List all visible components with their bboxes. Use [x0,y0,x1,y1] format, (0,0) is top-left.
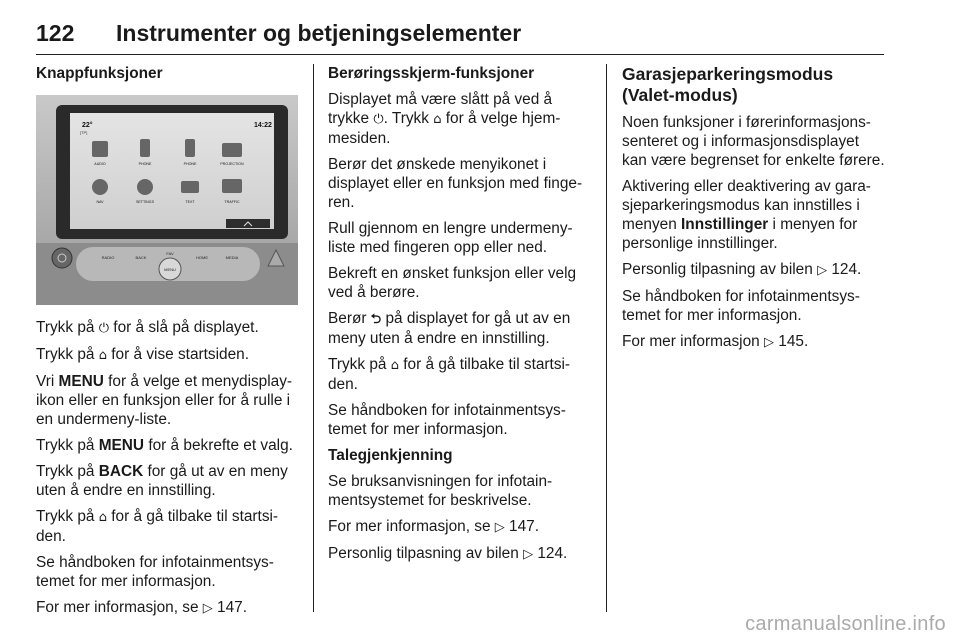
svg-text:RADIO: RADIO [101,255,115,260]
paragraph: Se håndboken for infotainmentsys-temet for mer informasjon. [36,554,274,590]
paragraph: Personlig tilpasning av bilen ▷ 124. [622,261,862,278]
power-knob [52,248,72,268]
svg-text:BACK: BACK [135,255,147,260]
paragraph: Se håndboken for infotainmentsys-temet for mer informasjon. [328,402,566,438]
section-heading: Talegjenkjenning [328,447,453,464]
paragraph: Trykk på MENU for å bekrefte et valg. [36,437,293,454]
svg-text:NAV: NAV [96,200,104,204]
power-icon: ⏻ [373,112,384,127]
home-icon: ⌂ [390,358,399,373]
projection-icon [222,143,242,157]
page-header [36,20,884,55]
column-1 [36,64,301,90]
reference-arrow-icon: ▷ [494,520,505,535]
reference-arrow-icon: ▷ [763,335,774,350]
paragraph: Trykk på BACK for gå ut av en meny uten å endre en innstilling. [36,463,288,499]
paragraph: Personlig tilpasning av bilen ▷ 124. [328,545,568,562]
reference-arrow-icon: ▷ [523,547,534,562]
section-heading: Berøringsskjerm-funksjoner [328,65,535,82]
paragraph: Displayet må være slått på ved å trykke ⏻. Trykk ⌂ for å velge hjem-mesiden. [328,91,561,147]
clock: 14:22 [254,122,272,129]
home-icon: ⌂ [98,348,107,363]
audio-icon [92,141,108,157]
paragraph: For mer informasjon ▷ 145. [622,333,809,350]
paragraph: Se håndboken for infotainmentsys-temet for mer informasjon. [622,288,860,324]
page-title: Instrumenter og betjeningselementer [116,20,522,46]
svg-text:PHONE: PHONE [183,162,197,166]
column-2 [328,64,593,571]
nav-icon [92,179,108,195]
svg-text:SETTINGS: SETTINGS [136,200,154,204]
section-heading: Knappfunksjoner [36,65,163,82]
paragraph: Trykk på ⌂ for å vise startsiden. [36,346,249,363]
paragraph: Bekreft en ønsket funksjon eller velg ved å berøre. [328,265,577,301]
paragraph: Rull gjennom en lengre undermeny-liste med fingeren opp eller ned. [328,220,573,256]
section-heading: Garasjeparkeringsmodus (Valet-modus) [622,64,834,105]
svg-text:AUDIO: AUDIO [94,162,106,166]
svg-text:TRAFFIC: TRAFFIC [224,200,240,204]
watermark: carmanualsonline.info [745,613,946,635]
reference-arrow-icon: ▷ [202,601,213,616]
power-icon: ⏻ [98,321,110,336]
home-icon: ⌂ [433,112,442,127]
svg-text:[TP]: [TP] [80,130,88,135]
paragraph: Noen funksjoner i førerinformasjons-senteret og i informasjonsdisplayet kan være begrenset for enkelte førere. [622,114,885,169]
svg-text:MENU: MENU [164,267,176,272]
infotainment-photo [36,95,298,305]
reference-arrow-icon: ▷ [817,263,828,278]
text-icon [181,181,199,193]
paragraph: Berør det ønskede menyikonet i displayet eller en funksjon med finge-ren. [328,156,583,211]
touchscreen [70,113,274,229]
svg-text:TEXT: TEXT [185,200,195,204]
svg-text:HOME: HOME [196,255,208,260]
paragraph: For mer informasjon, se ▷ 147. [328,518,540,535]
column-divider [313,64,314,612]
temp-readout: 22° [82,122,93,129]
back-arrow-icon: ⮌ [370,312,382,327]
column-3 [622,64,887,359]
traffic-icon [222,179,242,193]
svg-text:FAV: FAV [166,251,174,256]
paragraph: For mer informasjon, se ▷ 147. [36,599,248,616]
paragraph: Berør ⮌ på displayet for gå ut av en meny uten å endre en innstilling. [328,310,571,347]
column-1-text [36,318,301,625]
phone-icon [185,139,195,157]
paragraph: Aktivering eller deaktivering av gara-sjeparkeringsmodus kan innstilles i menyen Innstillinger i menyen for personlige innstillinger. [622,178,871,252]
phone-icon [140,139,150,157]
home-icon: ⌂ [98,510,107,525]
paragraph: Trykk på ⌂ for å gå tilbake til startsi-den. [36,508,279,545]
svg-text:PHONE: PHONE [138,162,152,166]
paragraph: Vri MENU for å velge et menydisplay-ikon eller en funksjon eller for å rulle i en undermeny-liste. [36,373,293,428]
svg-text:PROJECTION: PROJECTION [220,162,244,166]
paragraph: Se bruksanvisningen for infotain-mentsystemet for beskrivelse. [328,473,553,509]
paragraph: Trykk på ⏻ for å slå på displayet. [36,319,259,336]
paragraph: Trykk på ⌂ for å gå tilbake til startsi-den. [328,356,571,393]
settings-icon [137,179,153,195]
page-number: 122 [36,20,75,46]
svg-text:MEDIA: MEDIA [225,255,239,260]
column-divider [606,64,607,612]
